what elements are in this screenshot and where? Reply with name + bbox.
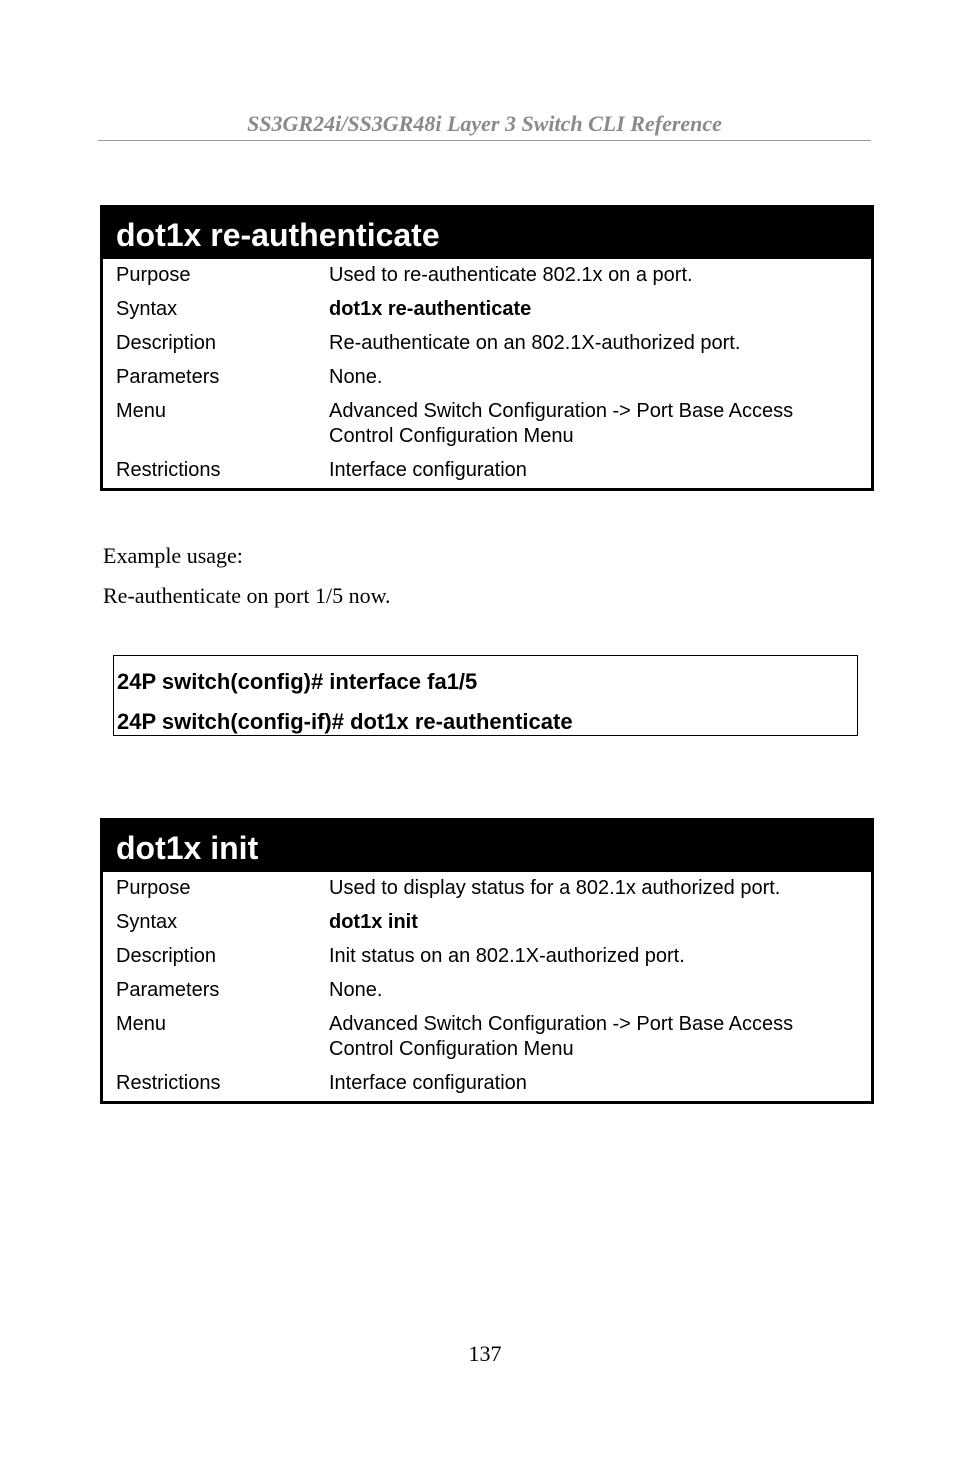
row-value: Init status on an 802.1X-authorized port. xyxy=(329,945,685,967)
code-example xyxy=(113,655,858,736)
purpose-row xyxy=(103,259,871,293)
page-number: 137 xyxy=(468,1341,502,1366)
menu-row xyxy=(103,395,871,454)
parameters-row xyxy=(103,974,871,1008)
row-label: Menu xyxy=(116,1013,167,1035)
row-label: Syntax xyxy=(116,298,178,320)
command-table-init xyxy=(100,818,874,1104)
running-header: SS3GR24i/SS3GR48i Layer 3 Switch CLI Reference xyxy=(247,111,722,136)
row-value: dot1x re-authenticate xyxy=(329,298,532,320)
row-label: Purpose xyxy=(116,264,191,286)
row-value: dot1x init xyxy=(329,911,418,933)
row-label: Restrictions xyxy=(116,1072,221,1094)
row-value: Advanced Switch Configuration -> Port Base Access Control Configuration Menu xyxy=(329,400,794,447)
row-label: Description xyxy=(116,332,217,354)
syntax-row xyxy=(103,906,871,940)
code-line: 24P switch(config-if)# dot1x re-authenticate xyxy=(117,709,573,734)
restrictions-row xyxy=(103,454,871,488)
row-value: Re-authenticate on an 802.1X-authorized port. xyxy=(329,332,741,354)
row-value: Interface configuration xyxy=(329,459,527,481)
header-rule xyxy=(98,140,871,141)
row-label: Syntax xyxy=(116,911,178,933)
row-label: Parameters xyxy=(116,979,220,1001)
command-title: dot1x init xyxy=(103,821,871,872)
row-label: Menu xyxy=(116,400,167,422)
example-heading: Example usage: xyxy=(103,543,243,568)
command-title: dot1x re-authenticate xyxy=(103,208,871,259)
command-table-re-authenticate xyxy=(100,205,874,491)
syntax-row xyxy=(103,293,871,327)
row-label: Purpose xyxy=(116,877,191,899)
purpose-row xyxy=(103,872,871,906)
description-row xyxy=(103,327,871,361)
code-line: 24P switch(config)# interface fa1/5 xyxy=(117,669,478,694)
row-value: Used to re-authenticate 802.1x on a port. xyxy=(329,264,693,286)
row-label: Restrictions xyxy=(116,459,221,481)
parameters-row xyxy=(103,361,871,395)
row-value: None. xyxy=(329,979,383,1001)
row-label: Parameters xyxy=(116,366,220,388)
row-value: Advanced Switch Configuration -> Port Base Access Control Configuration Menu xyxy=(329,1013,794,1060)
row-value: None. xyxy=(329,366,383,388)
row-value: Used to display status for a 802.1x authorized port. xyxy=(329,877,781,899)
menu-row xyxy=(103,1008,871,1067)
example-description: Re-authenticate on port 1/5 now. xyxy=(103,583,391,608)
row-value: Interface configuration xyxy=(329,1072,527,1094)
restrictions-row xyxy=(103,1067,871,1101)
description-row xyxy=(103,940,871,974)
row-label: Description xyxy=(116,945,217,967)
